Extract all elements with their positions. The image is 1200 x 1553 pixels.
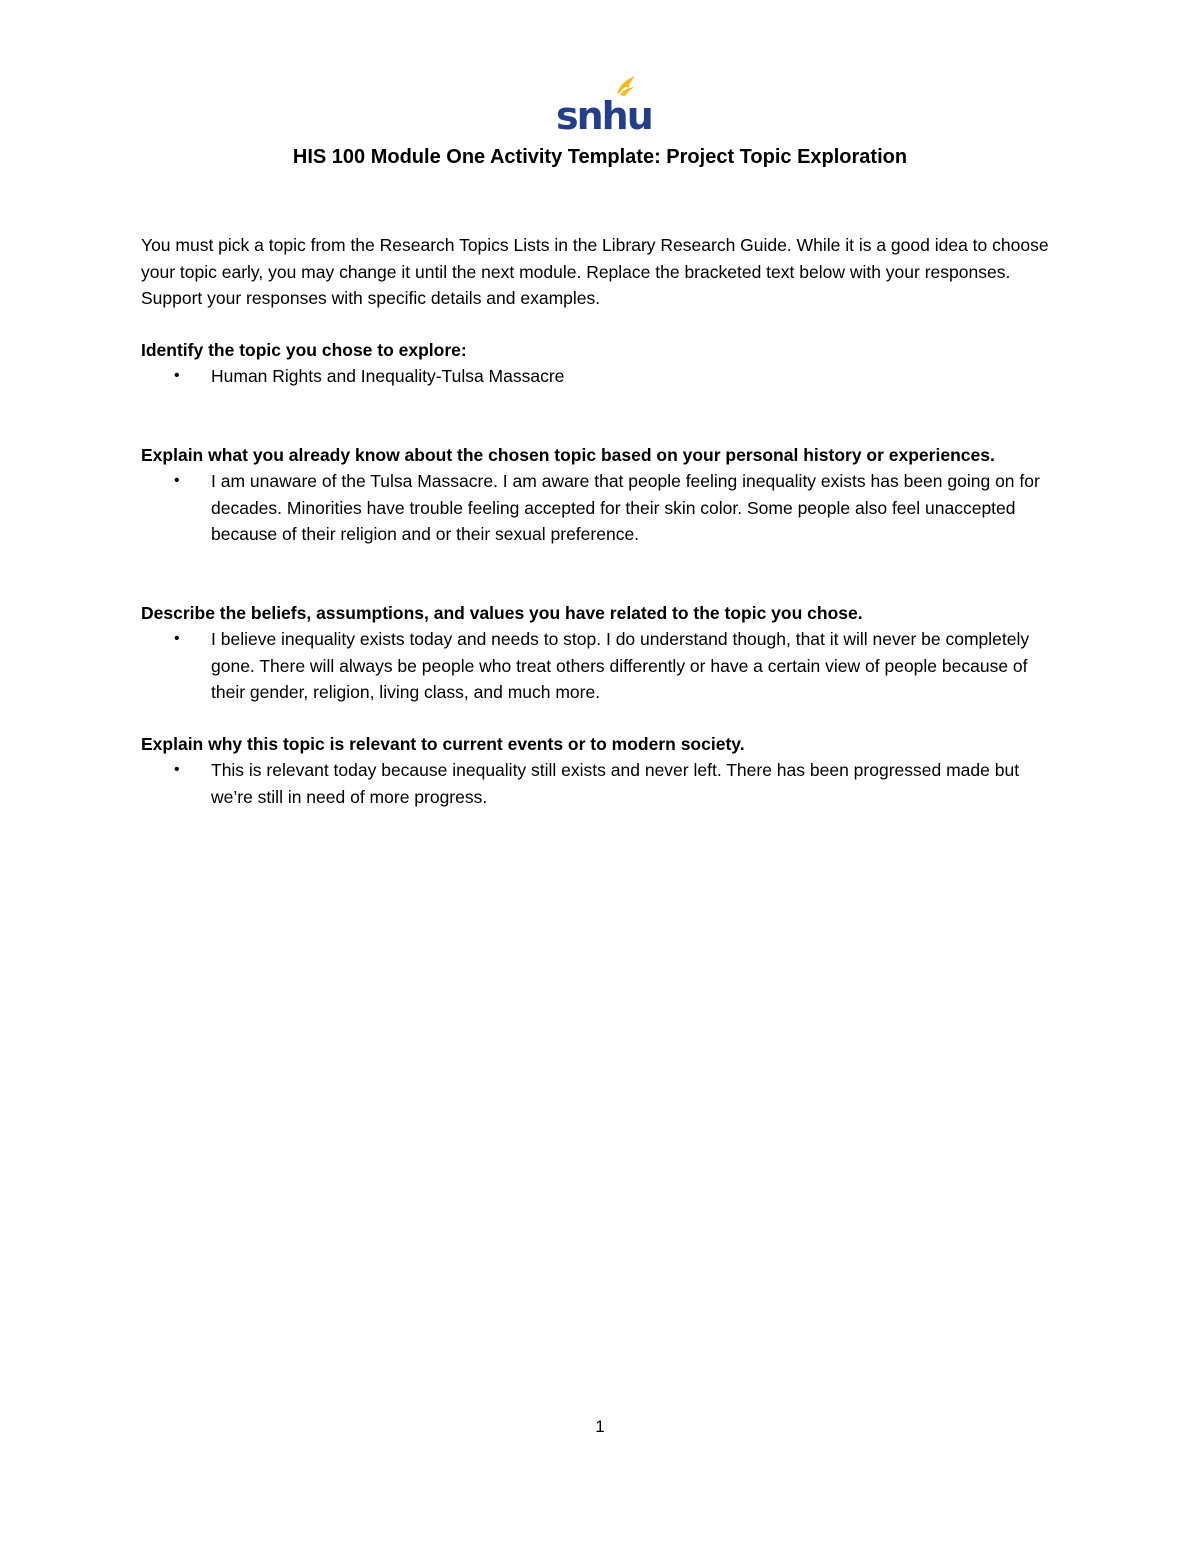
- prompt-heading: Identify the topic you chose to explore:: [141, 339, 467, 360]
- section-relevance: [141, 731, 1061, 811]
- snhu-logo: [555, 74, 652, 138]
- document-body: [141, 232, 1061, 810]
- answer-list: [141, 757, 1061, 810]
- prompt-heading: Explain what you already know about the chosen topic based on your personal history or experiences.: [141, 444, 995, 465]
- bullet-icon: •: [174, 367, 180, 384]
- answer-text: I am unaware of the Tulsa Massacre. I am aware that people feeling inequality exists has been going on for decades. Minorities have trouble feeling accepted for their skin color. Some people also feel unaccepted because of their religion and or their sexual preference.: [211, 471, 1040, 544]
- bullet-icon: •: [174, 761, 180, 778]
- prompt-heading: Describe the beliefs, assumptions, and values you have related to the topic you chose.: [141, 602, 863, 623]
- section-beliefs: [141, 600, 1061, 706]
- section-topic: [141, 337, 1061, 390]
- answer-item: [174, 468, 1061, 548]
- flame-icon: [617, 76, 635, 96]
- answer-text: This is relevant today because inequality still exists and never left. There has been progressed made but we’re still in need of more progress.: [211, 760, 1020, 807]
- bullet-icon: •: [174, 630, 180, 647]
- answer-item: [174, 757, 1061, 810]
- answer-text: Human Rights and Inequality-Tulsa Massacre: [211, 366, 565, 386]
- prompt-heading: Explain why this topic is relevant to current events or to modern society.: [141, 733, 745, 754]
- answer-list: [141, 468, 1061, 548]
- logo-wordmark: snhu: [556, 94, 652, 138]
- bullet-icon: •: [174, 472, 180, 489]
- answer-list: [141, 363, 1061, 390]
- answer-item: [174, 626, 1061, 706]
- answer-text: I believe inequality exists today and needs to stop. I do understand though, that it will never be completely gone. There will always be people who treat others differently or have a certain view of people because of their gender, religion, living class, and much more.: [211, 629, 1030, 702]
- page-title: HIS 100 Module One Activity Template: Project Topic Exploration: [292, 146, 908, 168]
- page-number: 1: [595, 1417, 605, 1436]
- answer-item: [174, 363, 1061, 390]
- section-prior-knowledge: [141, 442, 1061, 548]
- instructions-paragraph: You must pick a topic from the Research Topics Lists in the Library Research Guide. While it is a good idea to choose your topic early, you may change it until the next module. Replace the bracketed text below with your responses. Support your responses with specific details and examples.: [141, 235, 1049, 308]
- answer-list: [141, 626, 1061, 706]
